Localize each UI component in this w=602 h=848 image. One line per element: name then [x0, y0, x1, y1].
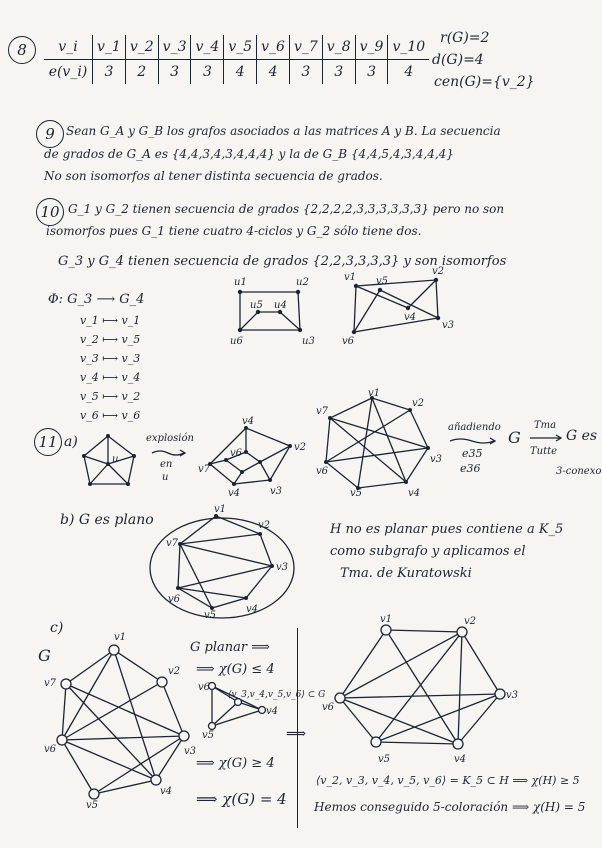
graph-g3: [228, 278, 318, 348]
table-cell: e(v_i): [48, 64, 88, 80]
vertex-label: v6: [44, 744, 57, 755]
vertex-label: v5: [350, 488, 363, 499]
vertex-label: v5: [376, 276, 389, 287]
table-cell: 4: [257, 60, 290, 85]
g-label: G: [508, 428, 521, 447]
explosion-en: en: [160, 459, 173, 470]
iso-map-title: Φ: G_3 ⟶ G_4: [48, 292, 145, 307]
vertex-label: v7: [316, 406, 329, 417]
vertex-label: v5: [86, 800, 99, 811]
graph-g-planar: [146, 504, 302, 621]
c-chi-le-4: ⟹ χ(G) ≤ 4: [196, 662, 275, 677]
table-cell: 3: [322, 60, 355, 85]
c-chi-eq-4: ⟹ χ(G) = 4: [196, 790, 287, 808]
edge-e35: e35: [462, 447, 483, 460]
table-header-row: [44, 35, 429, 60]
vertex-label: v1: [114, 632, 127, 643]
problem-number-11: 11: [34, 428, 62, 456]
p9-line-1: Sean G_A y G_B los grafos asociados a las matrices A y B. La secuencia: [66, 124, 501, 138]
vertex-label: v1: [380, 614, 393, 625]
vertex-label: v2: [294, 442, 307, 453]
table-cell: 3: [355, 60, 388, 85]
b-text-2: como subgrafo y aplicamos el: [330, 544, 526, 559]
table-cell: v_6: [257, 35, 290, 60]
table-cell: 3: [93, 60, 126, 85]
iso-map-row: v_5 ⟼ v_2: [80, 390, 141, 403]
vertex-label: v4: [242, 416, 255, 427]
implies-arrow: ⟹: [286, 726, 307, 742]
graph-g4: [340, 268, 460, 348]
vertex-label: v4: [408, 488, 421, 499]
vertex-label: v3: [430, 454, 443, 465]
tutte-label: Tutte: [530, 446, 558, 457]
three-connected-label: 3-conexo: [556, 466, 602, 477]
table-cell: 3: [289, 60, 322, 85]
vertex-label: v2: [168, 666, 181, 677]
vertex-label: v1: [214, 504, 227, 515]
graph-h: [316, 614, 518, 770]
vertex-label: v3: [506, 690, 519, 701]
c-subgraph: ⟨v_3,v_4,v_5,v_6⟩ ⊂ G: [228, 690, 326, 700]
vertex-label: v4: [266, 706, 279, 717]
vertex-label: v2: [412, 398, 425, 409]
arrow-icon: [528, 433, 564, 443]
vertex-label: u6: [230, 336, 243, 347]
table-cell: v_5: [224, 35, 257, 60]
arrow-icon: [448, 436, 500, 446]
vertex-label: v3: [270, 486, 283, 497]
table-cell: v_1: [93, 35, 126, 60]
table-row: [44, 60, 429, 85]
explosion-label: explosión: [146, 433, 194, 444]
vertex-label: v5: [202, 730, 215, 741]
b-text-3: Tma. de Kuratowski: [340, 566, 472, 581]
c-k5-text: ⟨v_2, v_3, v_4, v_5, v_6⟩ = K_5 ⊂ H ⟹ χ(H) ≥ 5: [316, 774, 580, 787]
p9-line-3: No son isomorfos al tener distinta secuencia de grados.: [44, 169, 383, 183]
eccentricity-table: [44, 35, 429, 84]
vertex-label: v1: [344, 272, 357, 283]
vertex-label: v6: [198, 682, 211, 693]
graph-g-heptagon: [316, 388, 443, 499]
vertex-label: v4: [404, 312, 417, 323]
vertex-label: v3: [276, 562, 289, 573]
vertex-label: u: [112, 454, 119, 465]
vertex-label: v3: [442, 320, 455, 331]
vertex-label: u2: [296, 277, 309, 288]
radius-text: r(G)=2: [440, 30, 490, 46]
edge-e36: e36: [460, 462, 481, 475]
b-text-1: H no es planar pues contiene a K_5: [330, 522, 564, 537]
table-cell: 3: [158, 60, 191, 85]
explosion-u: u: [162, 472, 169, 483]
graph-c-g: [44, 630, 197, 811]
problem-number-9: 9: [36, 120, 64, 148]
p9-line-2: de grados de G_A es {4,4,3,4,3,4,4,4} y la de G_B {4,4,5,4,3,4,4,4}: [44, 147, 454, 161]
graph-small-a: [78, 430, 140, 492]
vertex-label: v7: [166, 538, 179, 549]
vertex-label: v2: [432, 266, 445, 277]
iso-map-row: v_4 ⟼ v_4: [80, 371, 141, 384]
vertex-label: u3: [302, 336, 315, 347]
vertex-label: v4: [454, 754, 467, 765]
table-cell: 4: [388, 60, 429, 85]
table-cell: 2: [125, 60, 158, 85]
vertex-label: v1: [368, 388, 381, 399]
vertex-label: v6: [230, 448, 243, 459]
c-planar: G planar ⟹: [190, 640, 270, 655]
p10-line-2: isomorfos pues G_1 tiene cuatro 4-ciclos y G_2 sólo tiene dos.: [46, 224, 422, 238]
vertex-label: v4: [160, 786, 173, 797]
vertex-label: v6: [322, 702, 335, 713]
center-text: cen(G)={v_2}: [434, 74, 535, 90]
vertex-label: v4: [228, 488, 241, 499]
problem-number-10: 10: [36, 198, 64, 226]
vertex-label: v5: [378, 754, 391, 765]
iso-map-row: v_2 ⟼ v_5: [80, 333, 141, 346]
table-cell: v_7: [289, 35, 322, 60]
vertex-label: v3: [184, 746, 197, 757]
p10-line-3: G_3 y G_4 tienen secuencia de grados {2,2,3,3,3,3} y son isomorfos: [58, 254, 507, 269]
c-found-text: Hemos conseguido 5-coloración ⟹ χ(H) = 5: [314, 800, 586, 814]
c-g-label: G: [38, 646, 51, 665]
table-cell: v_8: [322, 35, 355, 60]
vertex-label: v2: [464, 616, 477, 627]
vertex-label: v7: [44, 678, 57, 689]
g-is-label: G es: [566, 428, 598, 444]
p10-line-1: G_1 y G_2 tienen secuencia de grados {2,2,2,2,3,3,3,3,3,3} pero no son: [68, 202, 505, 216]
table-cell: v_9: [355, 35, 388, 60]
table-cell: v_10: [388, 35, 429, 60]
iso-map-row: v_1 ⟼ v_1: [80, 314, 141, 327]
table-cell: v_3: [158, 35, 191, 60]
vertex-label: v6: [316, 466, 329, 477]
c-chi-ge-4: ⟹ χ(G) ≥ 4: [196, 756, 275, 771]
vertex-label: u5: [250, 300, 263, 311]
graph-subgraph: [198, 680, 279, 741]
vertex-label: v7: [198, 464, 211, 475]
vertex-label: v2: [258, 520, 271, 531]
part-b-label: b) G es plano: [60, 512, 154, 528]
vertex-label: u4: [274, 300, 287, 311]
iso-map-row: v_3 ⟼ v_3: [80, 352, 141, 365]
table-cell: 4: [224, 60, 257, 85]
arrow-icon: [150, 448, 190, 458]
vertex-label: u1: [234, 277, 247, 288]
diameter-text: d(G)=4: [432, 52, 484, 68]
vertex-label: v6: [168, 594, 181, 605]
table-cell: v_4: [191, 35, 224, 60]
iso-map-row: v_6 ⟼ v_6: [80, 409, 141, 422]
vertex-label: v6: [342, 336, 355, 347]
vertex-label: v5: [204, 610, 217, 621]
part-a-label: a): [64, 434, 78, 450]
table-cell: 3: [191, 60, 224, 85]
thm-label: Tma: [534, 420, 557, 431]
table-cell: v_i: [44, 35, 93, 60]
problem-number-8: 8: [8, 36, 36, 64]
vertex-label: v4: [246, 604, 259, 615]
part-c-label: c): [50, 620, 64, 636]
graph-exploded: [196, 418, 312, 498]
adding-label: añadiendo: [448, 422, 501, 433]
table-cell: v_2: [125, 35, 158, 60]
